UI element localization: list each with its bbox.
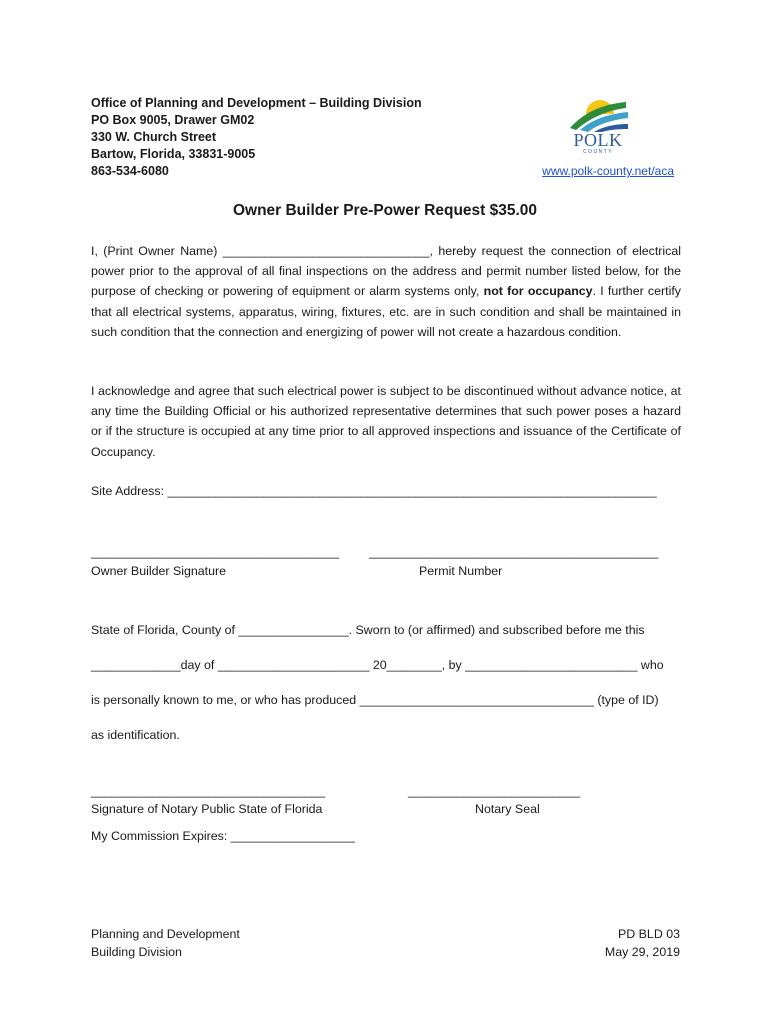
footer-form-info xyxy=(605,926,680,961)
date-by-line[interactable]: _____________day of ______________________ 20________, by _________________________ who xyxy=(91,658,664,672)
site-address-field[interactable]: Site Address: _______________________________________________________________________ xyxy=(91,484,657,498)
para1-text-start: I, (Print Owner Name) ______________________________, hereby request the connection of electrical power prior to the approval of all final inspections on the address and permit number listed below, for the purpose of checking or powering of equipment or alarm systems only, xyxy=(91,244,681,299)
phone-number: 863-534-6080 xyxy=(91,164,169,178)
acknowledgement-paragraph: I acknowledge and agree that such electrical power is subject to be discontinued without advance notice, at any time the Building Official or his authorized representative determines that such power poses a hazard or if the structure is occupied at any time prior to all approved inspections and issuance of the Certificate of Occupancy. xyxy=(91,384,681,459)
owner-request-paragraph xyxy=(91,241,681,342)
city-state-zip: Bartow, Florida, 33831-9005 xyxy=(91,147,256,161)
notary-seal-line[interactable]: _________________________ xyxy=(408,784,581,798)
notary-signature-line[interactable]: __________________________________ xyxy=(91,784,326,798)
polk-county-logo-icon xyxy=(566,96,630,132)
office-address-block xyxy=(91,95,422,180)
office-name: Office of Planning and Development – Building Division xyxy=(91,96,422,110)
permit-number-line[interactable]: __________________________________________ xyxy=(369,545,659,559)
id-produced-line[interactable]: is personally known to me, or who has produced __________________________________ (type of ID) xyxy=(91,693,659,707)
po-box: PO Box 9005, Drawer GM02 xyxy=(91,113,255,127)
document-title: Owner Builder Pre-Power Request $35.00 xyxy=(232,202,538,219)
state-county-line[interactable]: State of Florida, County of ________________. Sworn to (or affirmed) and subscribed before me this xyxy=(91,623,645,637)
para1-text-end: . I further certify that all electrical systems, apparatus, wiring, fixtures, etc. are in such condition and shall be maintained in such condition that the connection and energizing of power will not create a hazardous condition. xyxy=(91,284,681,339)
footer-dept-line1: Planning and Development xyxy=(91,927,240,941)
website-link[interactable]: www.polk-county.net/aca xyxy=(542,164,674,178)
notary-seal-label: Notary Seal xyxy=(475,802,540,816)
commission-expires-field[interactable]: My Commission Expires: __________________ xyxy=(91,829,355,843)
not-for-occupancy-text: not for occupancy xyxy=(483,284,593,299)
footer-dept-line2: Building Division xyxy=(91,944,182,959)
logo-wordmark: POLK xyxy=(573,130,623,150)
form-code: PD BLD 03 xyxy=(618,927,680,941)
owner-signature-label: Owner Builder Signature xyxy=(91,564,226,578)
form-date: May 29, 2019 xyxy=(604,944,680,959)
street-address: 330 W. Church Street xyxy=(91,130,217,144)
as-identification-text: as identification. xyxy=(91,728,180,742)
polk-county-logo xyxy=(566,96,644,158)
footer-department xyxy=(91,926,240,961)
notary-signature-label: Signature of Notary Public State of Florida xyxy=(91,802,323,816)
logo-subtitle: COUNTY xyxy=(582,149,614,155)
owner-signature-line[interactable]: ____________________________________ xyxy=(91,545,340,559)
permit-number-label: Permit Number xyxy=(419,564,503,578)
